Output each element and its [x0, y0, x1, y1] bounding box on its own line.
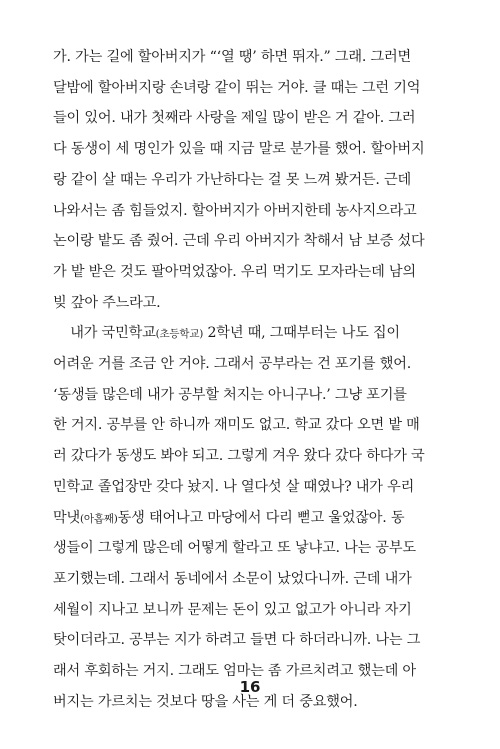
text-line	[53, 261, 416, 283]
annotation-small: (초등학교)	[155, 328, 204, 341]
text-segment: 논이랑 밭도 좀 줬어. 근데 우리 아버지가 착해서 남 보증 섰다	[53, 233, 425, 250]
text-segment: 2학년 때, 그때부터는 나도 집이	[203, 325, 400, 342]
text-segment: 세월이 지나고 보니까 문제는 돈이 있고 없고가 아니라 자기	[53, 601, 412, 618]
text-line	[53, 107, 415, 129]
text-segment: ‘동생들 많은데 내가 공부할 처지는 아니구나.’ 그냥 포기를	[53, 386, 407, 403]
text-segment: 달밤에 할아버지랑 손녀랑 같이 뛰는 거야. 클 때는 그런 기억	[53, 79, 421, 96]
text-segment: 버지는 가르치는 것보다 땅을 사는 게 더 중요했어.	[53, 693, 358, 710]
text-segment: 어려운 거를 조금 안 거야. 그래서 공부라는 건 포기를 했어.	[53, 356, 412, 372]
text-line	[53, 138, 425, 160]
text-segment: 랑 같이 살 때는 우리가 가난하다는 걸 못 느껴 봤거든. 근데	[53, 171, 412, 188]
text-segment: 빚 갚아 주느라고.	[53, 294, 161, 311]
text-line	[53, 568, 412, 590]
text-segment: 민학교 졸업장만 갖다 놨지. 나 열다섯 살 때였나? 내가 우리	[53, 478, 415, 495]
text-segment: 탓이더라고. 공부는 지가 하려고 들면 다 하더라니까. 나는 그	[53, 632, 421, 649]
text-line	[53, 507, 404, 529]
text-segment: 들이 있어. 내가 첫째라 사랑을 제일 많이 받은 거 같아. 그러	[53, 110, 416, 127]
text-segment: 한 거지. 공부를 안 하니까 재미도 없고. 학교 갔다 오면 밭 매	[53, 417, 420, 434]
text-segment: 가. 가는 길에 할아버지가 “‘열 땡’ 하면 뛰자.” 그래. 그러면	[53, 49, 412, 65]
text-line	[53, 169, 411, 191]
text-line	[53, 537, 416, 559]
text-segment: 생들이 그렇게 많은데 어떻게 할라고 또 낳냐고. 나는 공부도	[53, 540, 416, 557]
text-line	[53, 292, 160, 314]
text-line	[53, 77, 420, 99]
text-line	[53, 414, 420, 436]
text-segment: 포기했는데. 그래서 동네에서 소문이 났었다니까. 근데 내가	[53, 570, 412, 587]
page-number: 16	[239, 678, 261, 696]
text-line	[53, 445, 425, 467]
text-line	[53, 599, 412, 621]
text-segment: 래서 후회하는 거지. 그래도 엄마는 좀 가르치려고 했는데 아	[53, 663, 416, 679]
text-line	[53, 200, 417, 222]
text-line	[53, 230, 425, 252]
text-line	[53, 46, 411, 68]
text-line	[53, 322, 400, 344]
text-segment: 가 밭 받은 것도 팔아먹었잖아. 우리 먹기도 모자라는데 남의	[53, 263, 416, 280]
text-segment: 러 갔다가 동생도 봐야 되고. 그렇게 겨우 왔다 갔다 하다가 국	[53, 448, 425, 465]
text-line	[53, 384, 407, 406]
text-line	[53, 353, 411, 375]
text-line	[53, 476, 414, 498]
annotation-small: (아홉째)	[80, 512, 118, 525]
text-segment: 내가 국민학교	[53, 325, 156, 342]
text-segment: 동생 태어나고 마당에서 다리 뻗고 울었잖아. 동	[117, 509, 405, 526]
text-segment: 다 동생이 세 명인가 있을 때 지금 말로 분가를 했어. 할아버지	[53, 141, 425, 158]
text-segment: 나와서는 좀 힘들었지. 할아버지가 아버지한테 농사지으라고	[53, 202, 417, 219]
text-line	[53, 629, 420, 651]
text-segment: 막냇	[53, 509, 81, 526]
